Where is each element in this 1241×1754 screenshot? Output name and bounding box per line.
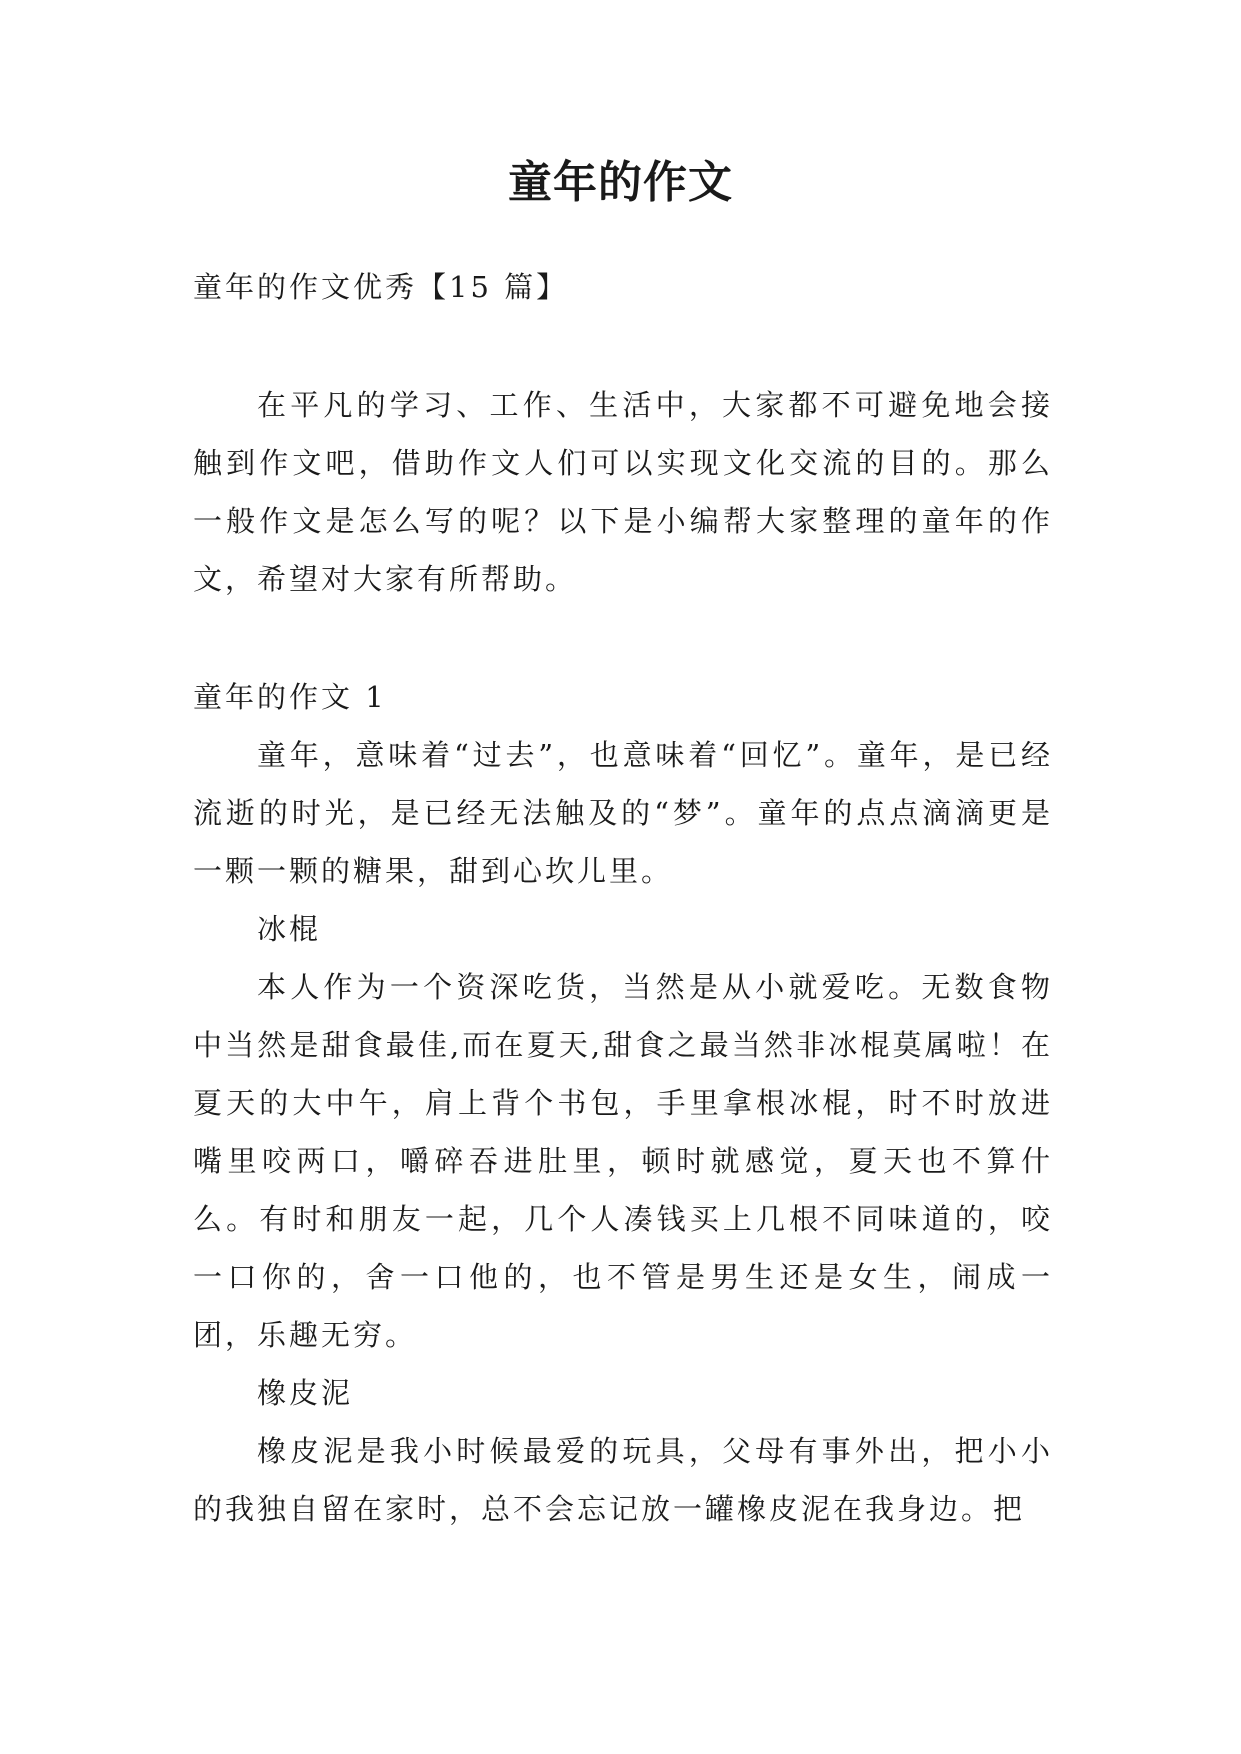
- section-title-ice-pop: 冰棍: [257, 912, 322, 946]
- section-paragraph-plasticine: 橡皮泥是我小时候最爱的玩具，父母有事外出，把小小的我独自留在家时，总不会忘记放一罐橡皮泥在我身边。把: [193, 1434, 1053, 1526]
- essay-paragraph: 童年，意味着“过去”，也意味着“回忆”。童年，是已经流逝的时光，是已经无法触及的“梦”。童年的点点滴滴更是一颗一颗的糖果，甜到心坎儿里。: [193, 738, 1053, 888]
- document-body: [193, 258, 1053, 1538]
- document-subtitle: 童年的作文优秀【15 篇】: [193, 270, 569, 304]
- essay-heading: 童年的作文 1: [193, 680, 387, 714]
- section-title-plasticine: 橡皮泥: [257, 1376, 354, 1410]
- document-title: 童年的作文: [508, 157, 733, 208]
- intro-paragraph: 在平凡的学习、工作、生活中，大家都不可避免地会接触到作文吧，借助作文人们可以实现文化交流的目的。那么一般作文是怎么写的呢？以下是小编帮大家整理的童年的作文，希望对大家有所帮助。: [193, 388, 1053, 596]
- section-paragraph-ice-pop: 本人作为一个资深吃货，当然是从小就爱吃。无数食物中当然是甜食最佳,而在夏天,甜食之最当然非冰棍莫属啦！在夏天的大中午，肩上背个书包，手里拿根冰棍，时不时放进嘴里咬两口，嚼碎吞进肚里，顿时就感觉，夏天也不算什么。有时和朋友一起，几个人凑钱买上几根不同味道的，咬一口你的，舍一口他的，也不管是男生还是女生，闹成一团，乐趣无穷。: [193, 970, 1053, 1352]
